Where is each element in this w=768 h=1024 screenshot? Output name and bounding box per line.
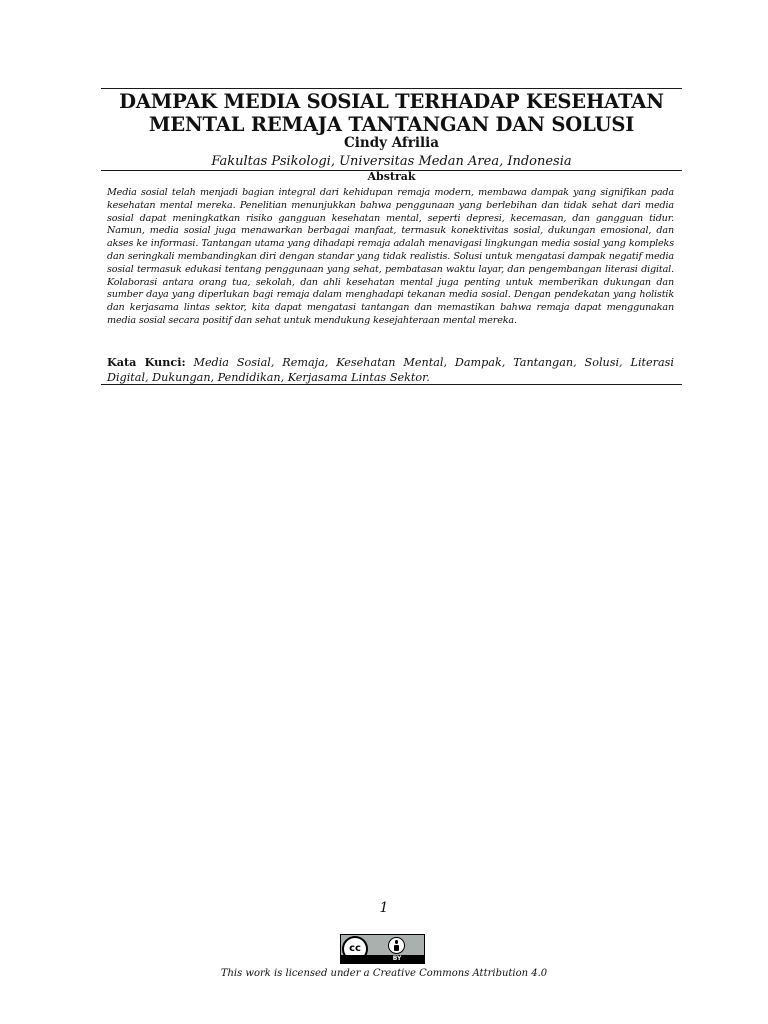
page-number: 1 [379, 900, 389, 916]
abstract-bottom-rule [101, 384, 682, 385]
cc-logo-text: cc [349, 943, 361, 954]
attribution-person-head [395, 940, 399, 944]
author-affiliation: Fakultas Psikologi, Universitas Medan Area, Indonesia [211, 154, 572, 169]
keywords-label: Kata Kunci: [107, 355, 186, 369]
by-label: BY [392, 955, 402, 962]
keywords-list: Media Sosial, Remaja, Kesehatan Mental, Dampak, Tantangan, Solusi, Literasi Digital, Dukungan, Pendidikan, Kerjasama Lintas Sektor. [107, 356, 674, 384]
attribution-person-body [394, 945, 400, 951]
abstract-body: Media sosial telah menjadi bagian integral dari kehidupan remaja modern, membawa dampak yang signifikan pada kesehatan mental mereka. Penelitian menunjukkan bahwa penggunaan yang berlebihan dan tidak sehat dari media sosial dapat meningkatkan risiko gangguan kesehatan mental, seperti depresi, kecemasan, dan gangguan tidur. Namun, media sosial juga menawarkan berbagai manfaat, termasuk konektivitas sosial, dukungan emosional, dan akses ke informasi. Tantangan utama yang dihadapi remaja adalah menavigasi lingkungan media sosial yang kompleks dan seringkali membandingkan diri dengan standar yang tidak realistis. Solusi untuk mengatasi dampak negatif media sosial termasuk edukasi tentang penggunaan yang sehat, pembatasan waktu layar, dan pengembangan literasi digital. Kolaborasi antara orang tua, sekolah, dan ahli kesehatan mental juga penting untuk memberikan dukungan dan sumber daya yang diperlukan bagi remaja dalam menghadapi tekanan media sosial. Dengan pendekatan yang holistik dan kerjasama lintas sektor, kita dapat mengatasi tantangan dan memastikan bahwa remaja dapat menggunakan media sosial secara positif dan sehat untuk mendukung kesejahteraan mental mereka. [107, 187, 674, 326]
cc-by-license-badge[interactable] [340, 934, 425, 964]
keywords-line [107, 355, 674, 385]
badge-bottom-strip [341, 955, 424, 963]
abstract-heading: Abstrak [367, 170, 416, 183]
author-name: Cindy Afrilia [344, 135, 439, 151]
license-text: This work is licensed under a Creative Commons Attribution 4.0 [220, 968, 548, 979]
paper-title: DAMPAK MEDIA SOSIAL TERHADAP KESEHATAN MENTAL REMAJA TANTANGAN DAN SOLUSI [119, 90, 664, 136]
attribution-person-icon [388, 937, 405, 954]
top-rule [101, 88, 682, 89]
